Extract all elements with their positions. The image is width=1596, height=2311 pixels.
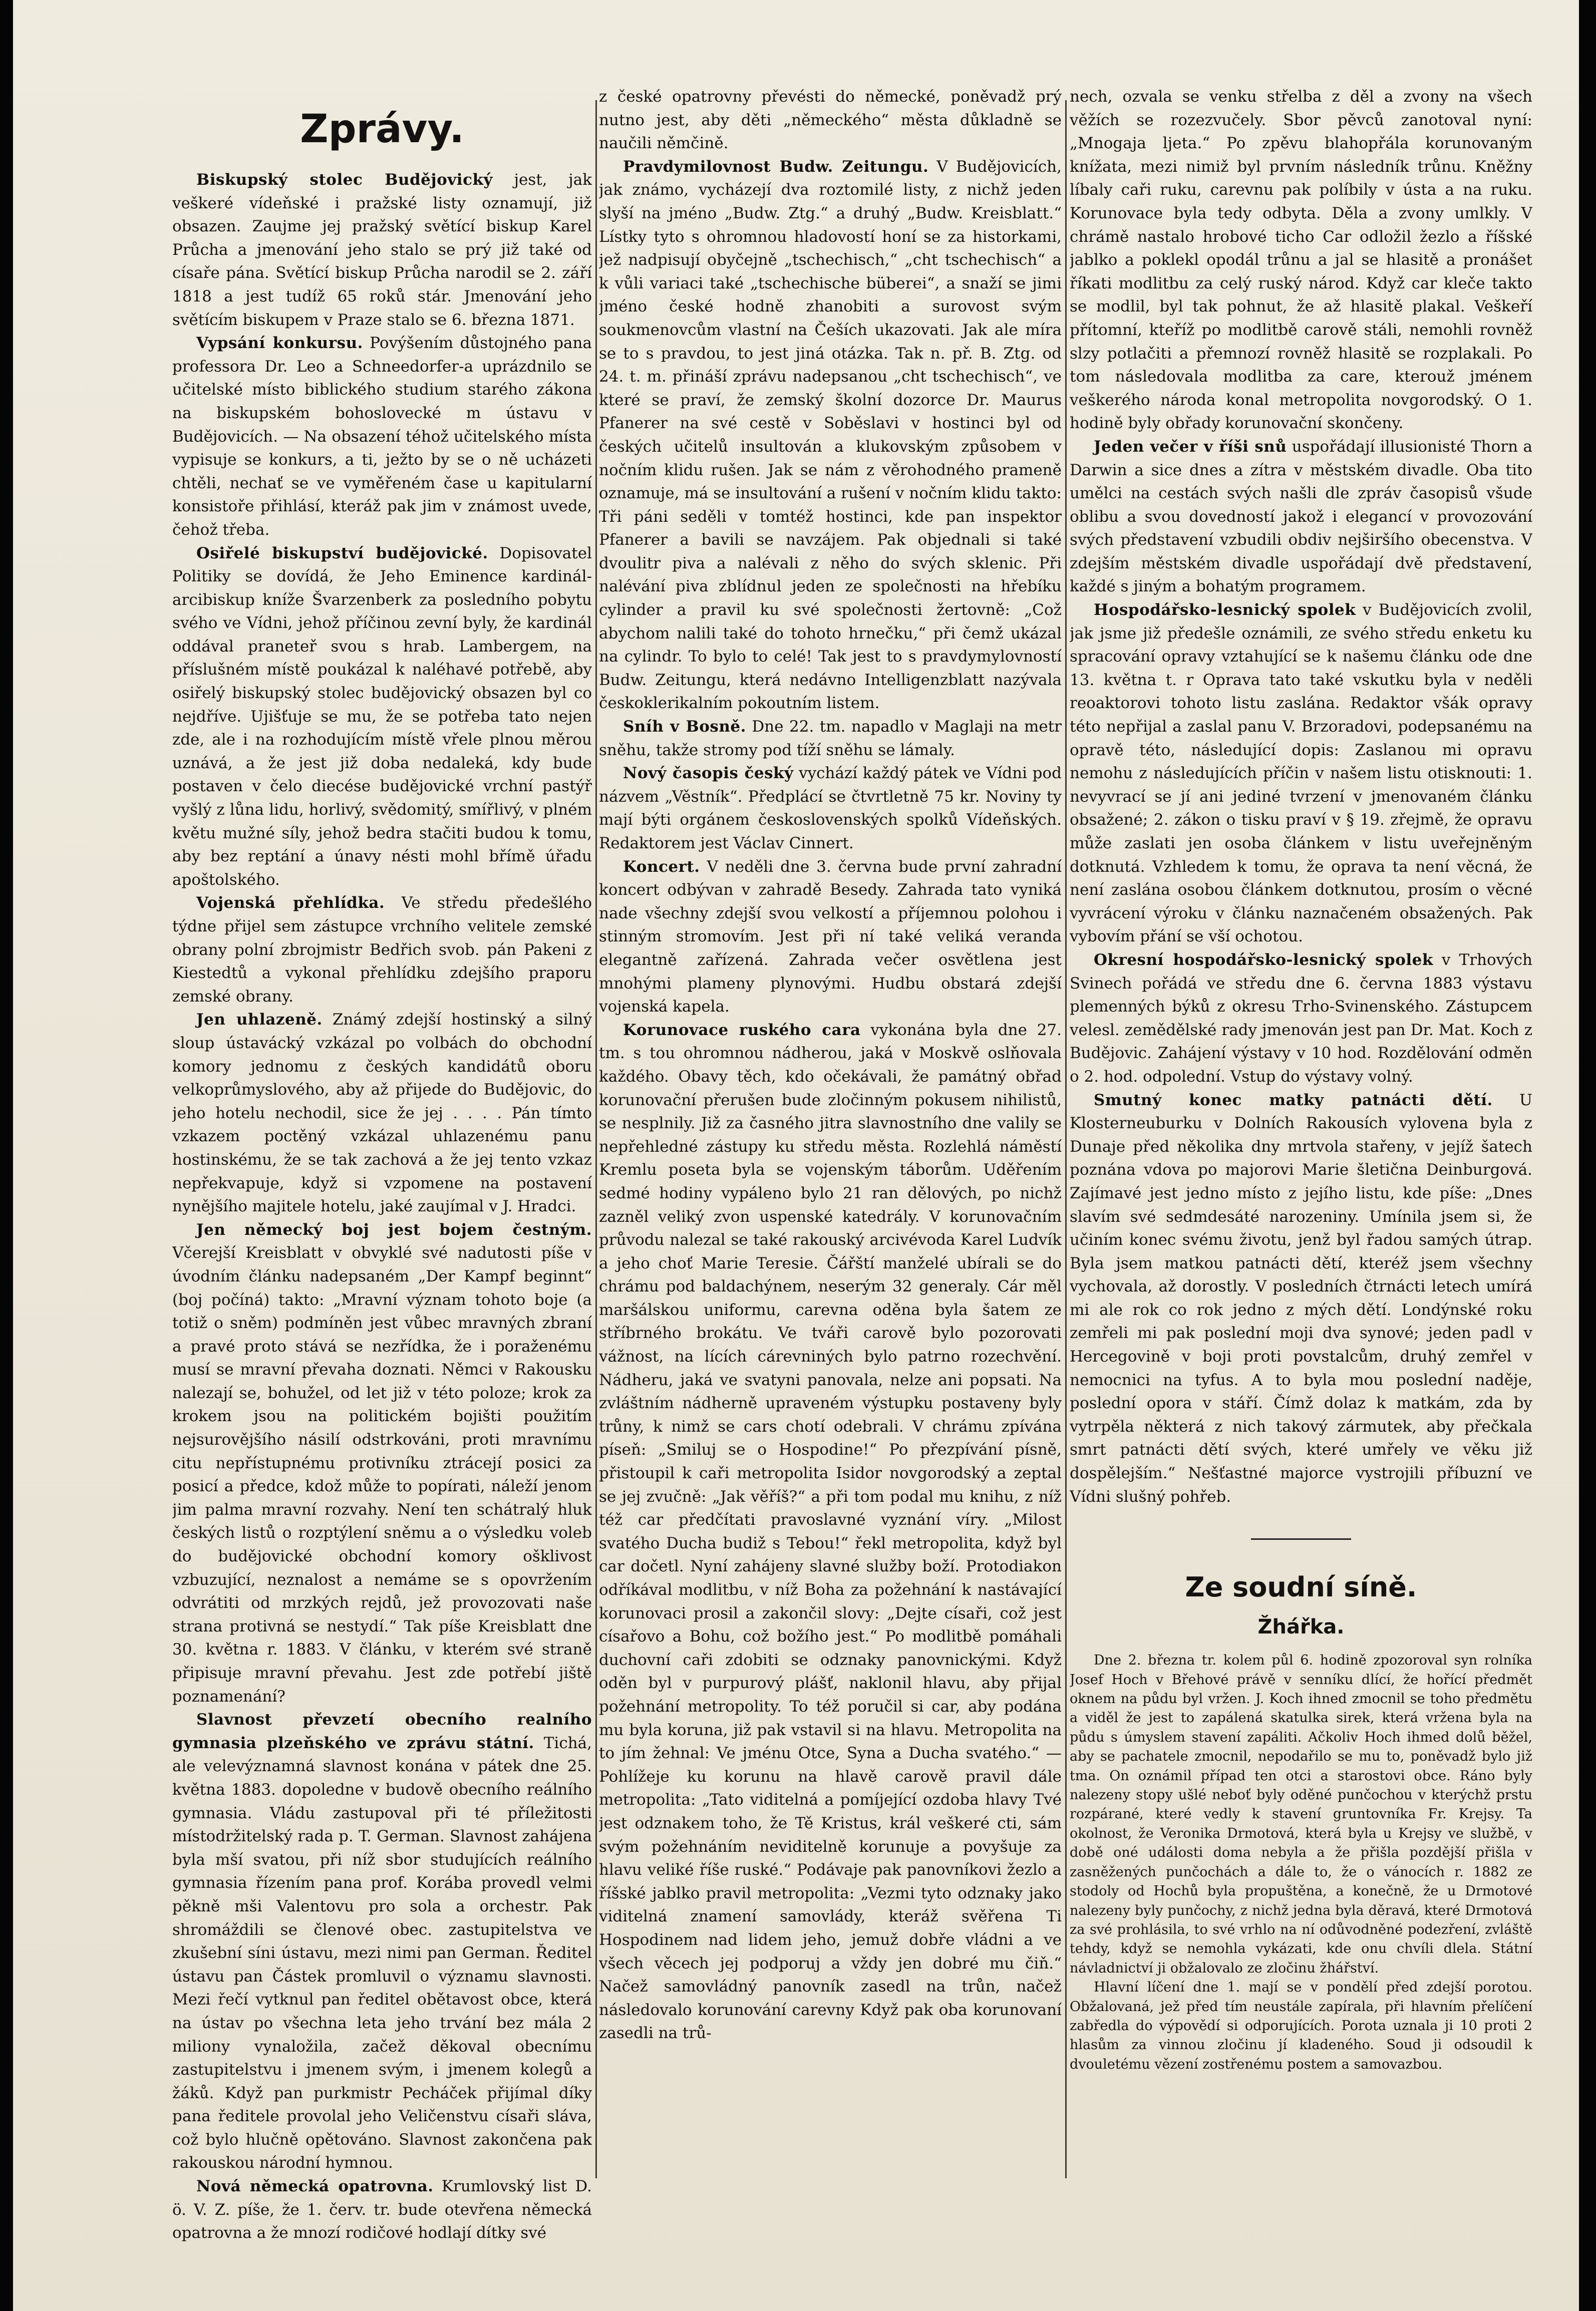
court-section-title: Ze soudní síně. xyxy=(1185,1571,1417,1603)
news-item xyxy=(172,1008,592,1218)
news-item-heading: Jen německý boj jest bojem čestným. xyxy=(196,1220,592,1239)
news-item xyxy=(172,1218,592,1708)
news-item xyxy=(1070,85,1532,435)
court-article-body xyxy=(1070,1651,1532,2074)
court-paragraph: Dne 2. března tr. kolem půl 6. hodině zpozoroval syn rolníka Josef Hoch v Břehové právě v senníku dlící, že hořící předmět oknem na půdu byl vržen. J. Koch ihned zmocnil se toho předmětu a viděl že jest to zapálená skatulka sirek, která vržena byla na půdu s úmyslem stavení zapáliti. Ačkoliv Hoch ihmed dolů běžel, aby se pachatele zmocnil, nepodařilo se mu to, poněvadž bylo již tma. On oznámil případ ten otci a starostovi obce. Ráno byly nalezeny stopy ušlé neboť byly oděné punčochou v kterýchž prstu rozpárané, které vedly k stavení gruntovníka Fr. Krejsy. Ta okolnost, že Veronika Drmotová, která byla u Krejsy ve službě, v době oné události doma nebyla a že přišla pozdější přišla v zasněžených punčochách a dále to, že o vánocích r. 1882 ze stodoly od Hochů byla propuštěna, a konečně, že u Drmotové nalezeny byly punčochy, z nichž jedna byla děravá, které Drmotová za své prohlásila, to své vrhlo na ní odůvodněné podezření, zvláště tehdy, když se nemohla vykázati, kde onu chvíli dlela. Státní návladnictví ji obžalovalo ze zločinu žhářství. xyxy=(1070,1653,1532,1976)
news-item-heading: Pravdymilovnost Budw. Zeitungu. xyxy=(623,157,929,176)
news-item xyxy=(599,855,1062,1019)
news-item-heading: Hospodářsko-lesnický spolek xyxy=(1094,601,1356,619)
news-item-text: z české opatrovny převésti do německé, poněvadž prý nutno jest, aby děti „německého“ města důkladně se naučili němčině. xyxy=(599,88,1062,153)
news-item-heading: Osiřelé biskupství budějovické. xyxy=(196,544,488,562)
news-item xyxy=(172,542,592,892)
news-item-text: Včerejší Kreisblatt v obvyklé své nadutosti píše v úvodním článku nadepsaném „Der Kampf beginnt“ (boj počíná) takto: „Mravní význam tohoto boje (a totiž o sněm) podmíněn jest vůbec mravných zbraní a pravé proto stává se nezřídka, že i poraženému musí se mravní převaha doznati. Němci v Rakousku nalezají se, bohužel, od let již v této poloze; krok za krokem jsou na politickém bojišti použitím nejsurovějšího násilí odstrkováni, proti mravnímu citu nepřístupnému protivníku ztrácejí posici za posicí a předce, kdož může to popírati, náleží jenom jim palma mravní rozvahy. Není ten schátralý hluk českých listů o rozptýlení sněmu a o výsledku voleb do budějovické obchodní komory ošklivost vzbuzující, neznalost a nemáme se s opovržením odvrátiti od mrzkých rejdů, jež provozovati naše strana protivná se nestydí.“ Tak píše Kreisblatt dne 30. května r. 1883. V článku, v kterém své straně připisuje mravní převahu. Jest zde potřebí jiště poznamenání? xyxy=(172,1244,592,1706)
news-item xyxy=(599,762,1062,855)
news-item-heading: Koncert. xyxy=(623,857,700,876)
news-item-heading: Biskupský stolec Budějovický xyxy=(196,171,493,189)
news-item-text: V neděli dne 3. června bude první zahradní koncert odbývan v zahradě Besedy. Zahrada tato vyniká nade všechny zdejší svou velkostí a příjemnou polohou i stinným stromovím. Jest při ní také veliká veranda elegantně zařízená. Zahrada večer osvětlena jest mnohými plameny plynovými. Hudbu obstará zdejší vojenská kapela. xyxy=(599,857,1062,1016)
section-separator xyxy=(1251,1538,1351,1540)
news-item-text: jest, jak veškeré vídeňské i pražské listy oznamují, již obsazen. Zaujme jej pražský světící biskup Karel Průcha a jmenování jeho stalo se prý již také od císaře pána. Světící biskup Průcha narodil se 2. září 1818 a jest tudíž 65 roků stár. Jmenování jeho světícím biskupem v Praze stalo se 6. března 1871. xyxy=(172,171,592,329)
news-item-text: Tichá, ale velevýznamná slavnost konána v pátek dne 25. května 1883. dopoledne v budově obecního reálního gymnasia. Vládu zastupoval při té příležitosti místodržitelský rada p. T. German. Slavnost zahájena byla mší svatou, při níž sbor studujících reálního gymnasia řízením pana prof. Korába provedl velmi pěkně mši Valentovu pro sola a orchestr. Pak shromáždili se členové obec. zastupitelstva ve zkušební síni ústavu, mezi nimi pan German. Ředitel ústavu pan Částek promluvil o významu slavnosti. Mezi řečí vytknul pan ředitel obětavost obce, která na ústav po všechna leta jeho trvání bez mála 2 miliony vynaložila, začež děkoval obecnímu zastupitelstvu i jmenem svým, i jmenem kolegů a žáků. Když pan purkmistr Pecháček přijímal díky pana ředitele provolal jeho Veličenstvu císaři sláva, což bylo hlučně opětováno. Slavnost zakončena pak rakouskou národní hymnou. xyxy=(172,1734,592,2172)
news-item-heading: Okresní hospodářsko-lesnický spolek xyxy=(1094,950,1433,969)
column-rule-1 xyxy=(595,100,597,2178)
scan-left-edge xyxy=(0,0,13,2311)
column-2 xyxy=(599,85,1062,2268)
news-item-heading: Nová německá opatrovna. xyxy=(196,2177,434,2196)
column-3-articles xyxy=(1070,85,1532,1508)
news-item-text: v Budějovicích zvolil, jak jsme již předešle oznámili, ze svého středu enketu ku spracování opravy vztahující se k našemu článku ode dne 13. května t. r Oprava tato také vskutku byla v neděli reoaktorovi tohoto listu zaslána. Redaktor všák opravy této nepřijal a zaslal panu V. Brzoradovi, podepsanému na opravě této, následující dopis: Zaslanou mi opravu nemohu z následujících příčin v našem listu otisknouti: 1. nevyvrací se jí ani jediné tvrzení v jmenovaném článku obsažené; 2. zákon o tisku praví v § 19. zřejmě, že opravu může zaslati jen osoba článkem v listu uveřejněným dotknutá. Vzhledem k tomu, že oprava ta není věcná, že není zaslána osobou článkem dotknutou, prosím o věcné vyvrácení výroku v článku naznačeném obsažených. Pak vybovím přání se vší ochotou. xyxy=(1070,601,1532,946)
news-item xyxy=(172,168,592,332)
news-item-text: uspořádají illusionisté Thorn a Darwin a sice dnes a zítra v městském divadle. Oba tito umělci na cestách svých našli dle zpráv časopisů všude oblibu a svou dovedností jakož i elegancí v provozování svých představení vzbudili obdiv nejširšího obecenstva. V zdejším městském divadle uspořádají dvě představení, každé s jiným a bohatým programem. xyxy=(1070,437,1532,596)
news-item-heading: Jen uhlazeně. xyxy=(196,1011,323,1029)
news-item-text: Dne 22. tm. napadlo v Maglaji na metr sněhu, takže stromy pod tíží sněhu se lámaly. xyxy=(599,718,1062,759)
news-item-heading: Sníh v Bosně. xyxy=(623,718,746,736)
news-item-text: Dopisovatel Politiky se dovídá, že Jeho Eminence kardinál-arcibiskup kníže Švarzenberk za posledního pobytu svého ve Vídni, jehož příčinou zevní byly, že kardinál oddával praneteř svou s hrab. Lambergem, na příslušném místě poukázal k naléhavé potřebě, aby osiřelý biskupský stolec budějovický obsazen byl co nejdříve. Ujišťuje se mu, že se potřeba tato nejen zde, ale i na rozhodujícím místě vřele plnou měrou uznává, a že jest již doba nedaleká, kdy bude postaven v čelo diecése budějovické vrchní pastýř vyšlý z lůna lidu, horlivý, svědomitý, smířlivý, v plném květu mužné síly, jehož bedra stačiti budou k tomu, aby bez reptání a únavy nésti mohl břímě úřadu apoštolského. xyxy=(172,544,592,889)
news-item-heading: Jeden večer v říši snů xyxy=(1094,437,1287,456)
news-item-text: V Budějovicích, jak známo, vycházejí dva roztomilé listy, z nichž jeden slyší na jméno „Budw. Ztg.“ a druhý „Budw. Kreisblatt.“ Lístky tyto s ohromnou hladovostí honí se za historkami, jež nadpisují obyčejně „tschechisch,“ „cht tschechisch“ a k vůli variaci také „tschechische büberei“, a snaží se jimi jméno české hodně zhanobiti a surovost svým soukmenovcům vlastní na Češích ukazovati. Jak ale míra se to s pravdou, to jest jiná otázka. Tak n. př. B. Ztg. od 24. t. m. přináší zprávu nadepsanou „cht tschechisch“, ve které se praví, že zemský školní dozorce Dr. Maurus Pfanerer na své cestě v Soběslavi v hostinci byl od českých učitelů insultován a klukovským způsobem v nočním klidu rušen. Jak se nám z věrohodného prameně oznamuje, má se insultování a rušení v nočním klidu takto: Tři páni seděli v tomtéž hostinci, kde pan inspektor Pfanerer a bavili se navzájem. Pak objednali si také dvoulitr piva a nalévali z něho do svých sklenic. Při nalévání piva zblídnul jeden ze společnosti na hřebíku cylinder a pravil ku své společnosti žertovně: „Což abychom nalili také do tohoto hrnečku,“ při čemž ukázal na cylindr. To bylo to celé! Tak jest to s pravdymylovností Budw. Zeitungu, která nedávno Intelligenzblatt nazývala českoklerikalním pokoutním listem. xyxy=(599,157,1062,713)
news-item xyxy=(1070,1089,1532,1509)
news-item xyxy=(599,1019,1062,2045)
news-item-text: nech, ozvala se venku střelba z děl a zvony na všech věžích se rozezvučely. Sbor pěvců zanotoval nyní: „Mnogaja ljeta.“ Po zpěvu blahopřála korunovaným knížata, mezi nimiž byl prvním následník trůnu. Kněžny líbaly caři ruku, carevnu pak políbily v ústa a na ruku. Korunovace byla tedy odbyta. Děla a zvony umlkly. V chrámě nastalo hrobové ticho Car odložil žezlo a říšské jablko a poklekl opodál trůnu a jal se hlasitě a pronášet říkati modlitbu za celý ruský národ. Když car kleče takto se modlil, byl tak pohnut, že až hlasitě plakal. Veškeří přítomní, kteříž po modlitbě carově stáli, nemohli rovněž slzy potlačiti a přemnozí rovněž hlasitě se rozplakali. Po tom následovala modlitba za care, kterouž jménem veškerého národa konal metropolita novgorodský. O 1. hodině byly obřady korunovační skončeny. xyxy=(1070,88,1532,433)
news-item xyxy=(172,1708,592,2175)
section-title: Zprávy. xyxy=(300,107,464,152)
news-item xyxy=(599,85,1062,155)
newspaper-page xyxy=(13,0,1579,2311)
news-item-text: vychází každý pátek ve Vídni pod názvem „Věstník“. Předplácí se čtvrtletně 75 kr. Noviny ty mají býti orgánem československých spolků Vídeňských. Redaktorem jest Václav Cinnert. xyxy=(599,764,1062,852)
news-item-text: Krumlovský list D. ö. V. Z. píše, že 1. červ. tr. bude otevřena německá opatrovna a že mnozí rodičové hodlají dítky své xyxy=(172,2177,592,2242)
column-rule-2 xyxy=(1065,100,1067,2178)
news-item xyxy=(172,2175,592,2245)
news-item-heading: Nový časopis český xyxy=(623,764,794,783)
news-item-heading: Smutný konec matky patnácti dětí. xyxy=(1094,1091,1493,1109)
news-item-heading: Vojenská přehlídka. xyxy=(196,894,385,912)
column-3 xyxy=(1070,85,1532,2268)
news-item-text: Povýšením důstojného pana professora Dr. Leo a Schneedorfer-a uprázdnilo se učitelské místo biblického studium starého zákona na biskupském bohoslovecké m ústavu v Budějovicích. — Na obsazení téhož učitelského místa vypisuje se konkurs, a ti, ježto by se o ně ucházeti chtěli, nechať se ve vyměřeném čase u kapitularní konsistoře přihlásí, kteráž pak jim v známost uvede, čehož třeba. xyxy=(172,334,592,539)
news-item-heading: Slavnost převzetí obecního realního gymnasia plzeňského ve zprávu státní. xyxy=(172,1711,592,1752)
news-item xyxy=(1070,598,1532,948)
column-1 xyxy=(172,85,592,2268)
news-item xyxy=(172,332,592,541)
news-item xyxy=(1070,435,1532,598)
news-item-text: Ve středu předešlého týdne přijel sem zástupce vrchního velitele zemské obrany polní zbrojmistr Bedřich svob. pán Pakeni z Kiestedtů a vykonal přehlídku zdejšího praporu zemské obrany. xyxy=(172,894,592,1006)
scan-right-edge xyxy=(1579,0,1596,2311)
news-item xyxy=(172,891,592,1008)
news-item xyxy=(599,715,1062,762)
news-item-heading: Korunovace ruského cara xyxy=(623,1021,861,1039)
news-item-text: vykonána byla dne 27. tm. s tou ohromnou nádherou, jaká v Moskvě oslňovala každého. Obavy těch, kdo očekávali, že památný obřad korunovační přerušen bude zločinným pokusem nihilistů, se nesplnily. Již za časného jitra slavnostního dne valily se nepřehledné zástupy ku středu města. Rozlehlá náměstí Kremlu poseta byla se vojenským táborům. Uděřením sedmé hodiny vypáleno bylo 21 ran dělových, po nichž zazněl veliký zvon uspenské katedrály. V korunovačním průvodu nalezal se také rakouský arcivévoda Karel Ludvík a jeho choť Marie Teresie. Čářští manželé ubírali se do chrámu pod baldachýnem, neserým 32 generaly. Cár měl maršálskou uniformu, carevna oděna byla šatem ze stříbrného brokátu. Ve tváři carově bylo pozorovati vážnost, na lících cárevniných bylo patrno rozechvění. Nádheru, jaká ve svatyni panovala, nelze ani popsati. Na zvláštním nádherně upraveném výstupku postaveny byly trůny, k nimž se cars chotí odebrali. V chrámu zpívána píseň: „Smiluj se o Hospodine!“ Po přezpívání písně, přistoupil k caři metropolita Isidor novgorodský a zeptal se jej zvučně: „Jak věříš?“ a při tom podal mu knihu, z níž též car předčítati pravoslavné vyznání víry. „Milost svatého Ducha budiž s Tebou!“ řekl metropolita, když byl car dočetl. Nyní zahájeny slavné služby boží. Protodiakon odříkával modlitbu, v níž Boha za požehnání k nastávající korunovaci prosil a zakončil slovy: „Dejte císaři, což jest císařovo a Bohu, což božího jest.“ Po modlitbě pomáhali duchovní caři zdobiti se odznaky panovnickými. Když oděn byl v purpurový plášť, naklonil hlavu, aby přijal požehnání metropolity. To též poručil si car, aby podána mu byla koruna, již pak vstavil si na hlavu. Metropolita na to jím žehnal: Ve jménu Otce, Syna a Ducha svatého.“ — Pohlížeje ku korunu na hlavě carově pravil dále metropolita: „Tato viditelná a pomíjející ozdoba hlavy Tvé jest odznakem toho, že Tě Kristus, král veškeré cti, sám svým požehnáním neviditelně korunuje a povyšuje za hlavu veliké říše ruské.“ Podávaje pak panovníkovi žezlo a říšské jablko pravil metropolita: „Vezmi tyto odznaky jako viditelná znamení samovlády, kteráž svěřena Ti Hospodinem nad lidem jeho, jemuž dobře vládni a ve všech věcech jej podporuj a vždy jen dobré mu čiň.“ Načež samovládný panovník zasedl na trůn, načež následovalo korunování carevny Když pak oba korunovaní zasedli na trů- xyxy=(599,1021,1062,2043)
news-item-heading: Vypsání konkursu. xyxy=(196,334,363,353)
news-item-text: Známý zdejší hostinský a silný sloup ústavácký vzkázal po volbách do obchodní komory jednomu z českých kandidátů oboru velkoprůmyslového, aby až přijede do Budějovic, do jeho hotelu nechodil, sice že jej . . . . Pán tímto vzkazem poctěný vzkázal uhlazenému panu hostinskému, že se tak zachová a že jej tento vzkaz nepřekvapuje, když si vzpomene na postavení nynějšího majitele hotelu, jaké zaujímal v J. Hradci. xyxy=(172,1011,592,1216)
news-item-text: v Trhových Svinech pořádá ve středu dne 6. června 1883 výstavu plemenných býků z okresu Trho-Svinenského. Zástupcem velesl. zemědělské rady jmenován jest pan Dr. Mat. Koch z Budějovic. Zahájení výstavy v 10 hod. Rozdělování odměn o 2. hod. odpolední. Vstup do výstavy volný. xyxy=(1070,950,1532,1086)
court-article-title: Žhářka. xyxy=(1257,1615,1345,1639)
news-item xyxy=(599,155,1062,715)
court-paragraph: Hlavní líčení dne 1. mají se v pondělí před zdejší porotou. Obžalovaná, jež před tím neustále zapírala, při hlavním přelíčení zabředla do výpovědí si odporujících. Porota uznala ji 10 proti 2 hlasům za vinnou zločinu jí kladeného. Soud ji odsoudil k dvouletému vězení zostřenému postem a samovazbou. xyxy=(1070,1979,1532,2072)
news-item-text: U Klosterneuburku v Dolních Rakousích vylovena byla z Dunaje před několika dny mrtvola stařeny, v jejíž šatech poznána vdova po majorovi Marie šletična Deinburgová. Zajímavé jest jedno místo z jejího listu, kde píše: „Dnes slavím své sedmdesáté narozeniny. Umínila jsem si, že učiním konec svému životu, jenž byl řadou samých útrap. Byla jsem matkou patnácti dětí, kteréž jsem všechny vychovala, až dorostly. V posledních čtrnácti letech umírá mi ale rok co rok jedno z mých dětí. Londýnské roku zemřeli mi pak poslední moji dva synové; jeden padl v Hercegovině v boji proti povstalcům, druhý zemřel v nemocnici na tyfus. A to byla mou poslední naděje, poslední opora v stáří. Čímž dolaz k matkám, zda by vytrpěla některá z nich takový zármutek, aby přečkala smrt patnácti dětí svých, které umřely ve věku již dospělejším.“ Nešťastné majorce vystrojili příbuzní ve Vídni slušný pohřeb. xyxy=(1070,1091,1532,1506)
news-item xyxy=(1070,948,1532,1089)
